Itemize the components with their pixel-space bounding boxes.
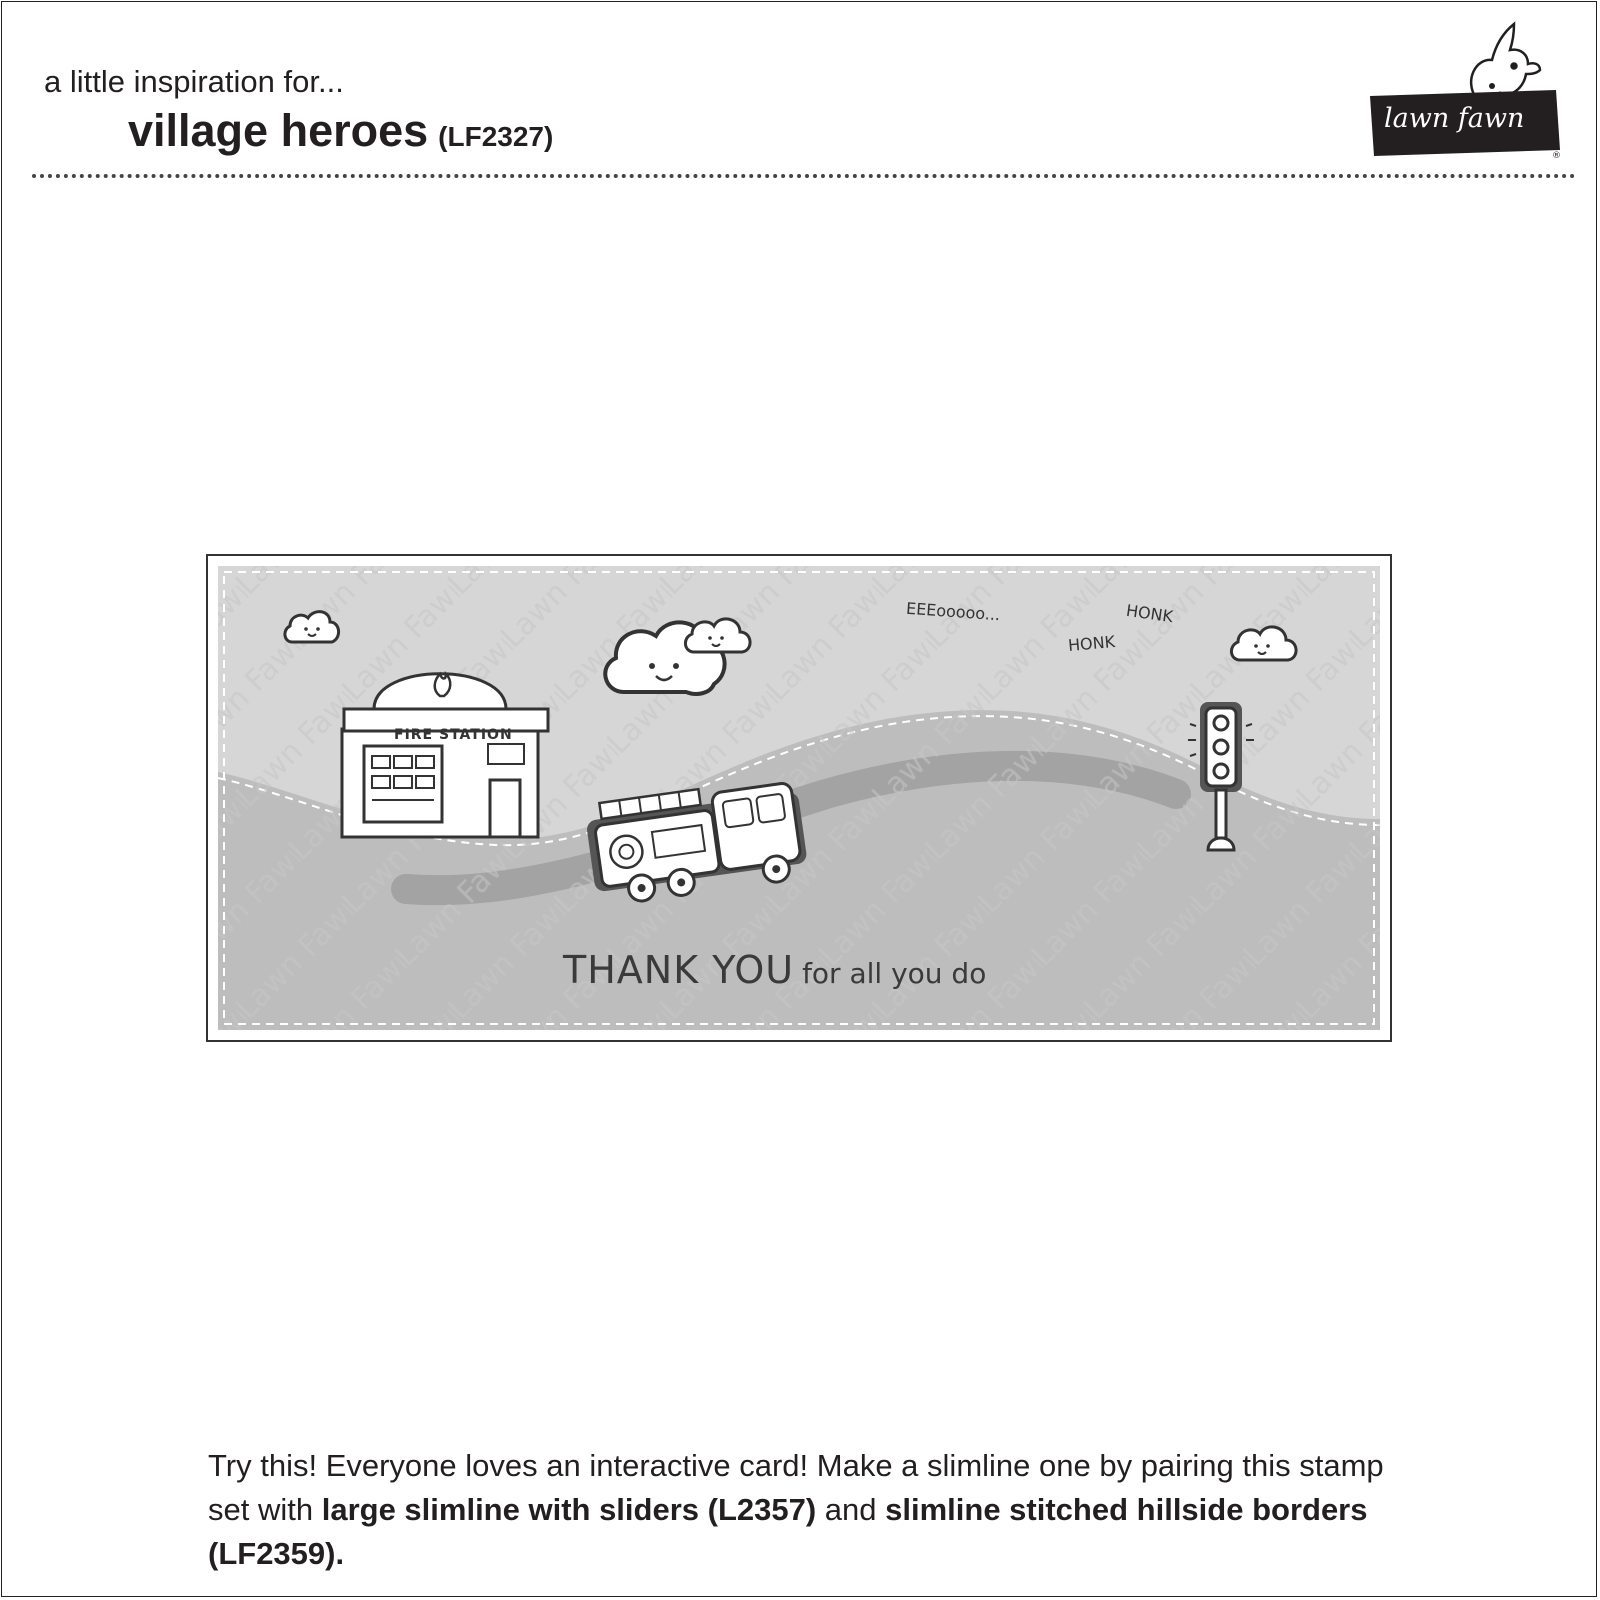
page-title (128, 105, 553, 157)
product-code: (LF2327) (438, 121, 554, 152)
siren-text: EEEooooo... (905, 598, 1001, 625)
sentiment-thank-you: THANK YOU (563, 948, 795, 992)
logo-text: lawn fawn (1384, 103, 1525, 134)
honk-text-2: HONK (1067, 631, 1116, 656)
flame-icon (435, 674, 451, 696)
caption-part-1: Try this! Everyone loves an interactive card! Make a slimline one by pairing this stamp set with (208, 1448, 1384, 1527)
dotted-divider (32, 174, 1576, 178)
honk-text-1: HONK (1124, 600, 1175, 627)
title-text: village heroes (128, 105, 429, 156)
caption-part-2: and (816, 1492, 886, 1527)
fire-station-label: FIRE STATION (394, 727, 513, 743)
svg-text:®: ® (1552, 151, 1561, 160)
intro-text: a little inspiration for... (44, 64, 344, 99)
brand-logo (1364, 10, 1564, 160)
caption-product-2: slimline stitched hillside borders (LF2359). (208, 1492, 1368, 1571)
card-sentiment (563, 948, 986, 992)
caption-product-1: large slimline with sliders (L2357) (321, 1492, 817, 1527)
caption-text (208, 1444, 1388, 1576)
sentiment-for-all-you-do: for all you do (802, 957, 987, 990)
